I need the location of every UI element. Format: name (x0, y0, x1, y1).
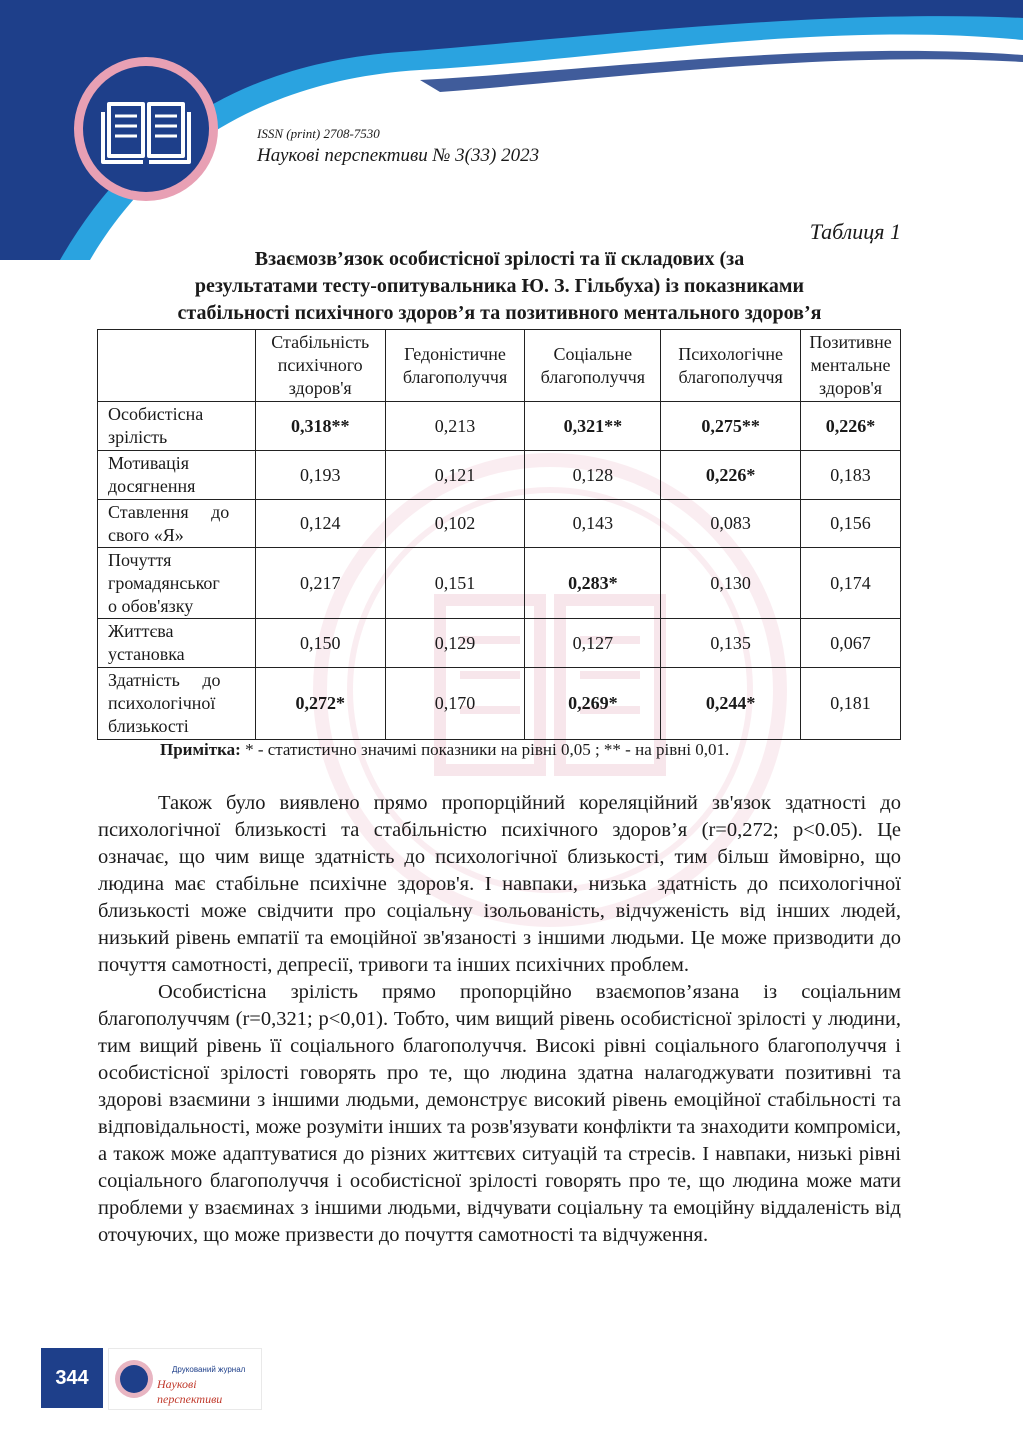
table-cell: 0,193 (255, 451, 385, 500)
table-row (98, 451, 901, 500)
table-title-line: стабільності психічного здоров’я та позитивного ментального здоров’я (177, 302, 822, 324)
table-cell: 0,269* (525, 668, 661, 740)
table-cell: 0,121 (385, 451, 525, 500)
table-cell: 0,127 (525, 619, 661, 668)
table-cell: 0,244* (661, 668, 801, 740)
footer-logo-title: Наукові перспективи (157, 1377, 223, 1406)
footer-logo-small-text: Друкований журнал (172, 1365, 246, 1374)
table-title (98, 246, 901, 327)
table-note (160, 740, 729, 760)
footer-logo-icon (115, 1360, 153, 1398)
table-row (98, 500, 901, 548)
row-header: Здатність до психологічної близькості (98, 668, 256, 740)
table-cell: 0,283* (525, 548, 661, 619)
table-row (98, 668, 901, 740)
table-cell: 0,170 (385, 668, 525, 740)
table-cell: 0,128 (525, 451, 661, 500)
table-cell: 0,226* (661, 451, 801, 500)
table-cell: 0,150 (255, 619, 385, 668)
table-cell: 0,102 (385, 500, 525, 548)
body-text (98, 790, 901, 1249)
column-header: Соціальне благополуччя (525, 330, 661, 402)
table-cell: 0,318** (255, 402, 385, 451)
column-header: Психологічне благополуччя (661, 330, 801, 402)
issn-text: ISSN (print) 2708-7530 (257, 126, 380, 141)
row-header: Мотивація досягнення (98, 451, 256, 500)
table-cell: 0,226* (801, 402, 901, 451)
table-cell: 0,183 (801, 451, 901, 500)
row-header: Особистісна зрілість (98, 402, 256, 451)
table-cell: 0,321** (525, 402, 661, 451)
table-header-row (98, 330, 901, 402)
column-header: Стабільність психічного здоров'я (255, 330, 385, 402)
table-row (98, 619, 901, 668)
table-cell: 0,129 (385, 619, 525, 668)
footer-logo (108, 1348, 262, 1410)
table-label: Таблиця 1 (809, 219, 901, 244)
paragraph: Особистісна зрілість прямо пропорційно взаємопов’язана із соціальним благополуччям (r=0,321; p<0,01). Тобто, чим вищий рівень особистісної зрілості у людини, тим вищий рівень її соціального благополуччя. Високі рівні соціального благополуччя і особистісної зрілості говорять про те, що людина здатна налагоджувати позитивні та здорові взаємини з іншими людьми, демонструє високий рівень емоційної стабільності та відповідальності, може розуміти інших та розв'язувати конфлікти та знаходити компроміси, а також може адаптуватися до різних життєвих ситуацій та стресів. І навпаки, низькі рівні соціального благополуччя і особистісної зрілості говорять про те, що людина може мати проблеми у взаєминах з іншими людьми, відчувати соціальну та емоційну віддаленість від оточуючих, що може призвести до почуття самотності та відчуження. (98, 981, 901, 1246)
row-header: Ставлення до свого «Я» (98, 500, 256, 548)
table-cell: 0,181 (801, 668, 901, 740)
note-label: Примітка: (160, 740, 241, 759)
table-cell: 0,213 (385, 402, 525, 451)
journal-logo (73, 56, 219, 202)
page-number: 344 (41, 1348, 103, 1408)
correlation-table (97, 329, 901, 740)
note-text: * - статистично значимі показники на рівні 0,05 ; ** - на рівні 0,01. (240, 740, 730, 759)
table-cell: 0,083 (661, 500, 801, 548)
row-header: Почуття громадянськог о обов'язку (98, 548, 256, 619)
column-header: Гедоністичне благополуччя (385, 330, 525, 402)
row-header: Життєва установка (98, 619, 256, 668)
column-header: Позитивне ментальне здоров'я (801, 330, 901, 402)
table-cell: 0,135 (661, 619, 801, 668)
table-row (98, 548, 901, 619)
table-cell: 0,217 (255, 548, 385, 619)
table-corner-cell (98, 330, 256, 402)
table-cell: 0,143 (525, 500, 661, 548)
table-cell: 0,151 (385, 548, 525, 619)
table-row (98, 402, 901, 451)
table-cell: 0,156 (801, 500, 901, 548)
journal-title: Наукові перспективи № 3(33) 2023 (257, 145, 540, 166)
table-cell: 0,067 (801, 619, 901, 668)
table-cell: 0,124 (255, 500, 385, 548)
table-cell: 0,130 (661, 548, 801, 619)
table-cell: 0,272* (255, 668, 385, 740)
table-title-line: результатами тесту-опитувальника Ю. З. Гільбуха) із показниками (194, 275, 805, 297)
paragraph: Також було виявлено прямо пропорційний кореляційний зв'язок здатності до психологічної близькості та стабільністю психічного здоров’я (r=0,272; p<0.05). Це означає, що чим вище здатність до психологічної близькості, тим більш ймовірно, що людина має стабільне психічне здоров'я. І навпаки, низька здатність до психологічної близькості може свідчити про соціальну ізольованість, відчуженість від інших людей, низький рівень емпатії та емоційної зв'язаності з іншими людьми. Це може призводити до почуття самотності, депресії, тривоги та інших психічних проблем. (98, 792, 901, 976)
table-cell: 0,174 (801, 548, 901, 619)
table-cell: 0,275** (661, 402, 801, 451)
table-title-line: Взаємозв’язок особистісної зрілості та її складових (за (254, 248, 745, 270)
